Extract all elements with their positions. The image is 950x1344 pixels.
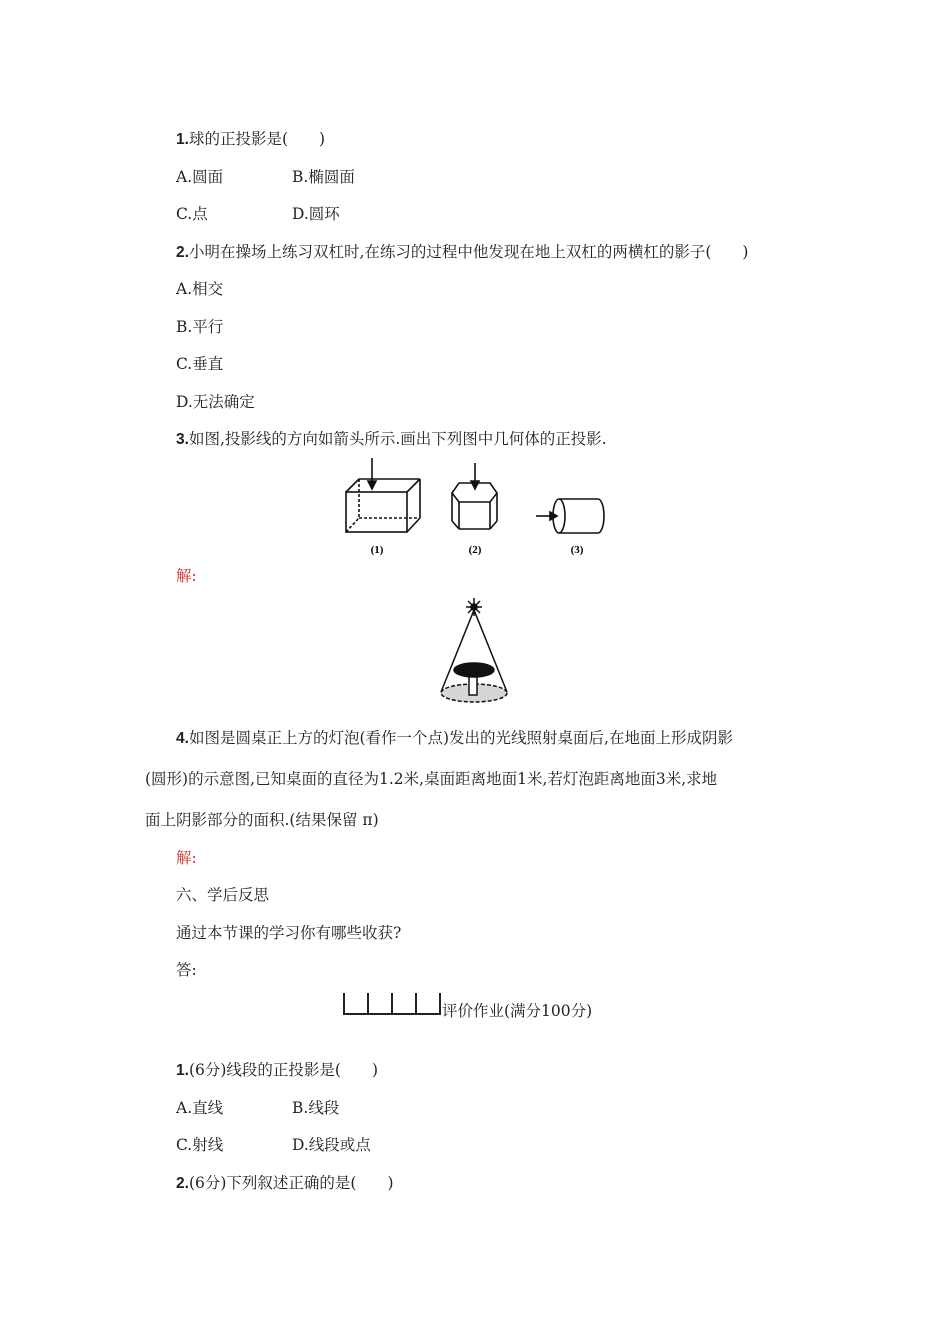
q2-option-a: A.相交 [176, 280, 224, 298]
hw1-number: 1. [176, 1062, 189, 1079]
table-top [454, 663, 494, 677]
cuboid-drawing [346, 458, 420, 532]
q2-option-d: D.无法确定 [176, 393, 255, 411]
q4-line3: 面上阴影部分的面积.(结果保留 π) [145, 811, 379, 829]
q2-line [176, 242, 748, 263]
q3-line [176, 429, 607, 450]
lamp-bulb-drawing [466, 598, 482, 616]
q3-solids-figure [330, 455, 620, 565]
q1-text: 球的正投影是( ) [188, 130, 326, 148]
q1-line [176, 129, 325, 150]
q4-answer-label: 解: [176, 849, 197, 867]
prism-drawing [452, 463, 497, 529]
q2-number: 2. [176, 244, 189, 261]
q3-number: 3. [176, 431, 189, 448]
hw1-option-b: B.线段 [292, 1099, 340, 1117]
cylinder-drawing [536, 499, 604, 533]
section6-answer-label: 答: [176, 961, 197, 979]
score-box-cell [367, 993, 391, 1015]
hw1-line [176, 1060, 378, 1081]
hw2-number: 2. [176, 1175, 189, 1192]
hw1-option-d: D.线段或点 [292, 1136, 371, 1154]
q2-option-c: C.垂直 [176, 355, 224, 373]
hw2-line [176, 1173, 394, 1194]
q1-option-d: D.圆环 [292, 205, 340, 223]
q4-number: 4. [176, 730, 189, 747]
score-box-cell [415, 993, 441, 1015]
q4-line1 [176, 728, 733, 749]
hw2-text: (6分)下列叙述正确的是( ) [188, 1174, 394, 1192]
figure-label-1: (1) [370, 544, 384, 556]
q3-answer-label: 解: [176, 567, 197, 585]
hw1-option-c: C.射线 [176, 1136, 224, 1154]
hw1-option-a: A.直线 [176, 1099, 224, 1117]
q1-option-a: A.圆面 [176, 168, 224, 186]
lamp-table-figure [430, 595, 525, 710]
hw1-text: (6分)线段的正投影是( ) [188, 1061, 378, 1079]
q2-option-b: B.平行 [176, 318, 224, 336]
homework-title: 评价作业(满分100分) [442, 1002, 593, 1020]
section6-prompt: 通过本节课的学习你有哪些收获? [176, 924, 402, 942]
q4-text-1: 如图是圆桌正上方的灯泡(看作一个点)发出的光线照射桌面后,在地面上形成阴影 [188, 729, 733, 747]
figure-label-2: (2) [468, 544, 482, 556]
q1-option-c: C.点 [176, 205, 208, 223]
q4-line2: (圆形)的示意图,已知桌面的直径为1.2米,桌面距离地面1米,若灯泡距离地面3米,求地 [145, 770, 718, 788]
q2-text: 小明在操场上练习双杠时,在练习的过程中他发现在地上双杠的两横杠的影子( ) [188, 243, 749, 261]
q3-text: 如图,投影线的方向如箭头所示.画出下列图中几何体的正投影. [188, 430, 607, 448]
q1-option-b: B.椭圆面 [292, 168, 355, 186]
score-box-cell [343, 993, 367, 1015]
section6-title: 六、学后反思 [176, 886, 270, 904]
q1-number: 1. [176, 131, 189, 148]
figure-label-3: (3) [570, 544, 584, 556]
score-box-cell [391, 993, 415, 1015]
